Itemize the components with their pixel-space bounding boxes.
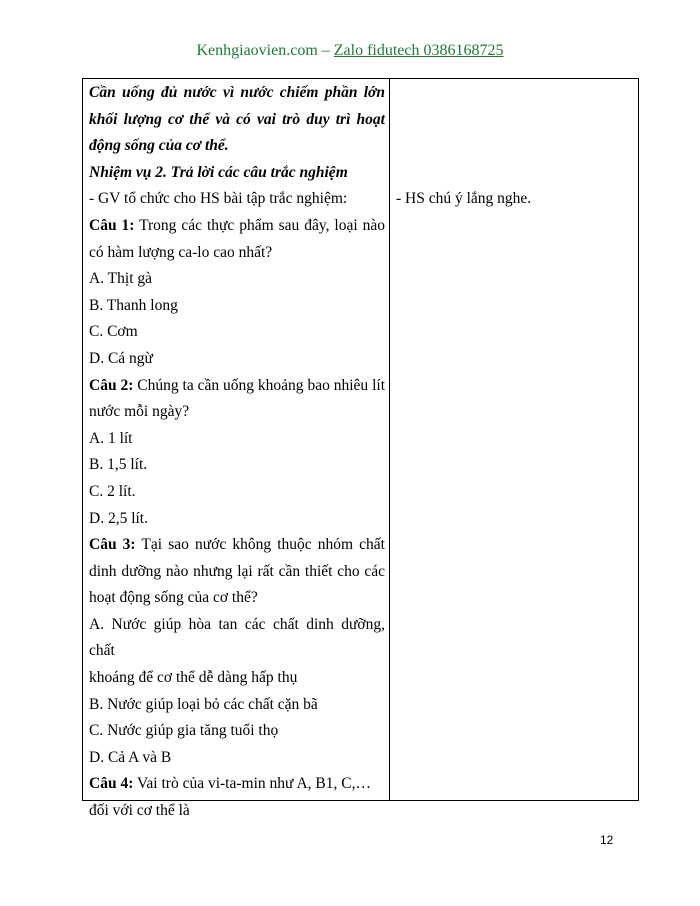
header-zalo-link[interactable]: Zalo fidutech 0386168725 xyxy=(333,42,504,59)
question-text: Trong các thực phẩm sau đây, loại nào xyxy=(134,216,385,234)
question-label: Câu 3: xyxy=(89,536,136,554)
header-site: Kenhgiaovien.com xyxy=(196,42,318,59)
option: D. Cá ngừ xyxy=(89,349,153,367)
gv-instruction: - GV tổ chức cho HS bài tập trắc nghiệm: xyxy=(89,190,348,208)
intro-line-1: Cần uống đủ nước vì nước chiếm phần lớn xyxy=(89,84,385,101)
question-4 xyxy=(89,771,385,798)
question-2 xyxy=(89,373,385,400)
intro-line-2: khối lượng cơ thể và có vai trò duy trì hoạt xyxy=(89,110,385,128)
option: A. Thịt gà xyxy=(89,270,152,288)
question-3 xyxy=(89,532,385,559)
teacher-activity-column xyxy=(89,80,385,825)
column-divider xyxy=(389,78,390,801)
question-1-cont: có hàm lượng ca-lo cao nhất? xyxy=(89,243,273,261)
option-cont: khoáng để cơ thể dễ dàng hấp thụ xyxy=(89,669,298,687)
option: C. 2 lít. xyxy=(89,482,136,500)
question-label: Câu 1: xyxy=(89,216,135,234)
header-separator: – xyxy=(317,42,334,59)
task-title: Nhiệm vụ 2. Trả lời các câu trắc nghiệm xyxy=(89,163,348,181)
question-3-cont: dinh dưỡng nào nhưng lại rất cần thiết cho các xyxy=(89,562,385,580)
option: A. 1 lít xyxy=(89,429,133,447)
page-header xyxy=(0,42,700,60)
question-label: Câu 4: xyxy=(89,775,134,793)
question-3-cont: hoạt động sống của cơ thể? xyxy=(89,589,258,607)
option: B. Nước giúp loại bỏ các chất cặn bã xyxy=(89,695,318,713)
question-text: Vai trò của vi-ta-min như A, B1, C,… xyxy=(133,775,371,793)
intro-line-3: động sống của cơ thể. xyxy=(89,137,229,155)
option: A. Nước giúp hòa tan các chất dinh dưỡng, chất xyxy=(89,615,385,660)
option: D. 2,5 lít. xyxy=(89,509,148,527)
question-text: Tại sao nước không thuộc nhóm chất xyxy=(135,536,385,554)
hs-response: - HS chú ý lắng nghe. xyxy=(396,190,532,207)
option: B. 1,5 lít. xyxy=(89,456,148,474)
option: B. Thanh long xyxy=(89,296,178,314)
question-label: Câu 2: xyxy=(89,376,134,394)
question-4-cont: đối với cơ thể là xyxy=(89,802,190,820)
question-2-cont: nước mỗi ngày? xyxy=(89,403,190,421)
question-1 xyxy=(89,213,385,240)
page-number: 12 xyxy=(600,833,614,847)
option: D. Cả A và B xyxy=(89,748,172,766)
student-activity-column xyxy=(396,186,531,213)
option: C. Cơm xyxy=(89,323,138,341)
question-text: Chúng ta cần uống khoảng bao nhiêu lít xyxy=(133,376,385,394)
option: C. Nước giúp gia tăng tuổi thọ xyxy=(89,722,279,740)
